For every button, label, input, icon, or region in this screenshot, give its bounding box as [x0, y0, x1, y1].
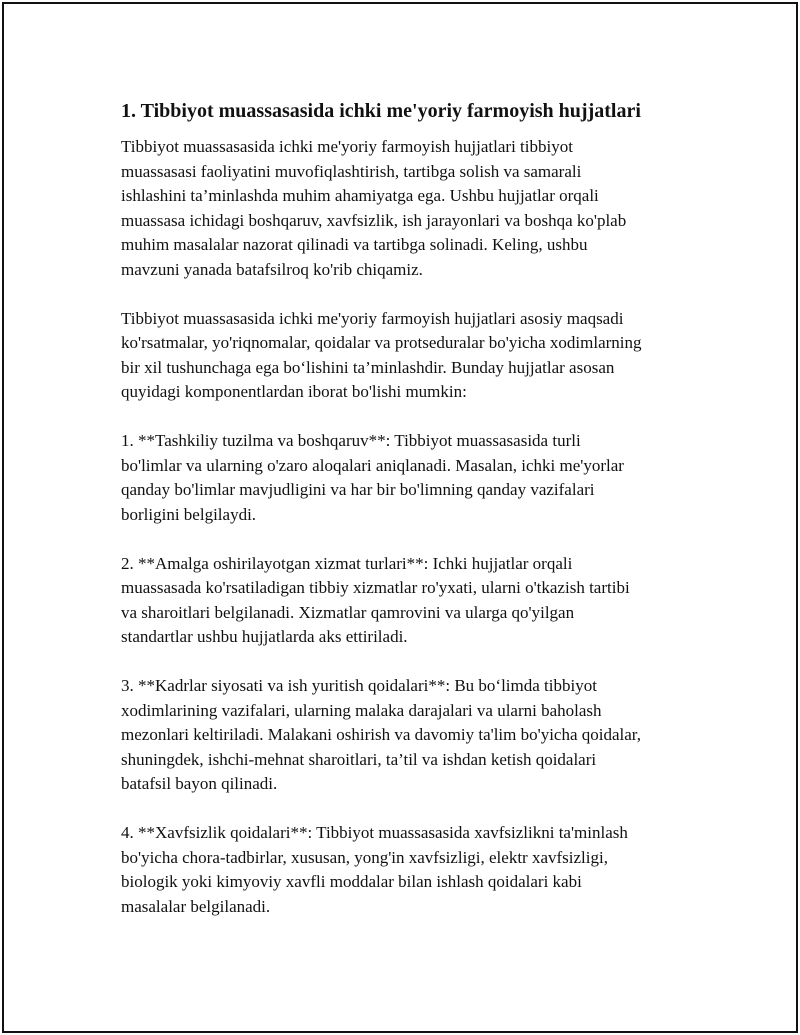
text-line: masalalar belgilanadi. — [121, 896, 271, 916]
text-line: mezonlari keltiriladi. Malakani oshirish va davomiy ta'lim bo'yicha qoidalar, — [121, 725, 642, 744]
document-title: 1. Tibbiyot muassasasida ichki me'yoriy farmoyish hujjatlari — [121, 100, 641, 122]
text-line: ishlashini ta’minlashda muhim ahamiyatga ega. Ushbu hujjatlar orqali — [121, 186, 599, 205]
paragraph-purpose — [121, 307, 711, 405]
text-line: batafsil bayon qilinadi. — [121, 774, 278, 793]
paragraph-item-1 — [121, 429, 711, 527]
text-line: bo'limlar va ularning o'zaro aloqalari aniqlanadi. Masalan, ichki me'yorlar — [121, 455, 624, 475]
text-line: 4. **Xavfsizlik qoidalari**: Tibbiyot muassasasida xavfsizlikni ta'minlash — [121, 823, 628, 842]
text-line: ko'rsatmalar, yo'riqnomalar, qoidalar va protseduralar bo'yicha xodimlarning — [121, 333, 642, 352]
paragraph-item-2 — [121, 552, 711, 650]
text-line: va sharoitlari belgilanadi. Xizmatlar qamrovini va ularga qo'yilgan — [121, 602, 575, 622]
text-line: borligini belgilaydi. — [121, 504, 257, 524]
text-line: 3. **Kadrlar siyosati va ish yuritish qoidalari**: Bu bo‘limda tibbiyot — [121, 676, 597, 695]
text-line: Tibbiyot muassasasida ichki me'yoriy farmoyish hujjatlari asosiy maqsadi — [121, 308, 624, 328]
text-line: shuningdek, ishchi-mehnat sharoitlari, ta’til va ishdan ketish qoidalari — [121, 749, 597, 769]
text-line: quyidagi komponentlardan iborat bo'lishi mumkin: — [121, 382, 467, 401]
text-line: muassasasi faoliyatini muvofiqlashtirish, tartibga solish va samarali — [121, 161, 582, 181]
text-line: muhim masalalar nazorat qilinadi va tartibga solinadi. Keling, ushbu — [121, 235, 588, 254]
document-body — [121, 97, 711, 944]
paragraph-intro — [121, 135, 711, 282]
text-line: xodimlarining vazifalari, ularning malaka darajalari va ularni baholash — [121, 700, 602, 720]
text-line: muassasada ko'rsatiladigan tibbiy xizmatlar ro'yxati, ularni o'tkazish tartibi — [121, 578, 630, 597]
text-line: Tibbiyot muassasasida ichki me'yoriy farmoyish hujjatlari tibbiyot — [121, 137, 573, 156]
paragraph-item-4 — [121, 821, 711, 919]
text-line: bo'yicha chora-tadbirlar, xususan, yong'in xavfsizligi, elektr xavfsizligi, — [121, 847, 608, 867]
text-line: muassasa ichidagi boshqaruv, xavfsizlik, ish jarayonlari va boshqa ko'plab — [121, 210, 627, 230]
text-line: qanday bo'limlar mavjudligini va har bir bo'limning qanday vazifalari — [121, 480, 595, 499]
text-line: biologik yoki kimyoviy xavfli moddalar bilan ishlash qoidalari kabi — [121, 872, 582, 891]
page-frame — [2, 2, 798, 1033]
text-line: bir xil tushunchaga ega bo‘lishini ta’minlashdir. Bunday hujjatlar asosan — [121, 357, 615, 377]
text-line: 1. **Tashkiliy tuzilma va boshqaruv**: Tibbiyot muassasasida turli — [121, 431, 581, 450]
text-line: standartlar ushbu hujjatlarda aks ettiriladi. — [121, 627, 408, 646]
paragraph-item-3 — [121, 674, 711, 797]
text-line: 2. **Amalga oshirilayotgan xizmat turlari**: Ichki hujjatlar orqali — [121, 553, 573, 573]
text-line: mavzuni yanada batafsilroq ko'rib chiqamiz. — [121, 259, 423, 279]
